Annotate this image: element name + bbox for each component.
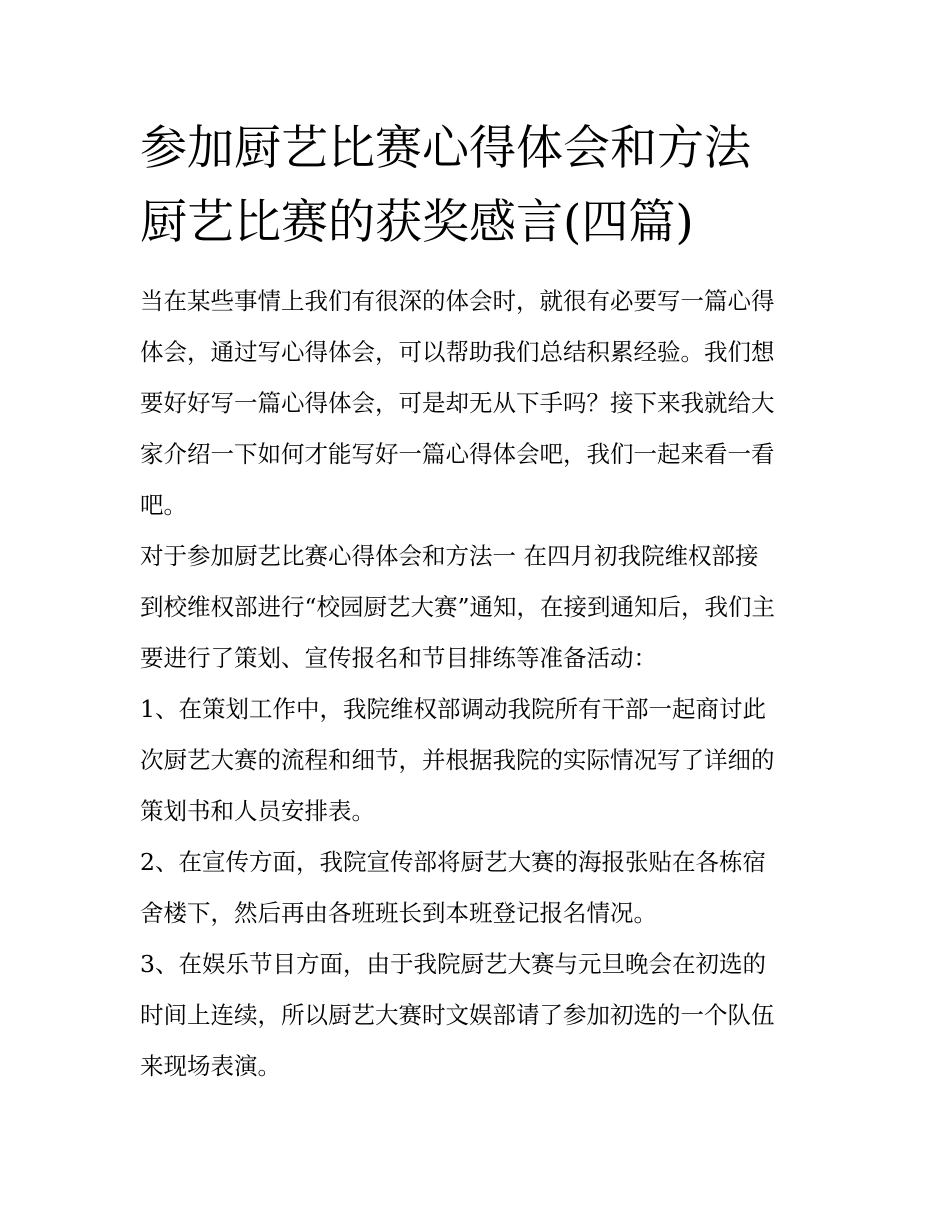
body-line-1: 当在某些事情上我们有很深的体会时，就很有必要写一篇心得 <box>140 287 775 315</box>
body-line-12: 2、在宣传方面，我院宣传部将厨艺大赛的海报张贴在各栋宿 <box>140 848 766 876</box>
body-line-10: 次厨艺大赛的流程和细节，并根据我院的实际情况写了详细的 <box>140 746 775 774</box>
title-line-2: 厨艺比赛的获奖感言(四篇) <box>140 195 694 250</box>
body-line-9: 1、在策划工作中，我院维权部调动我院所有干部一起商讨此 <box>140 695 766 723</box>
body-line-14: 3、在娱乐节目方面，由于我院厨艺大赛与元旦晚会在初选的 <box>140 950 766 978</box>
body-line-15: 时间上连续，所以厨艺大赛时文娱部请了参加初选的一个队伍 <box>140 1001 775 1029</box>
body-line-4: 家介绍一下如何才能写好一篇心得体会吧，我们一起来看一看 <box>140 440 775 468</box>
body-line-3: 要好好写一篇心得体会，可是却无从下手吗？接下来我就给大 <box>140 389 775 417</box>
body-line-16: 来现场表演。 <box>140 1052 281 1080</box>
body-line-13: 舍楼下，然后再由各班班长到本班登记报名情况。 <box>140 899 657 927</box>
body-line-2: 体会，通过写心得体会，可以帮助我们总结积累经验。我们想 <box>140 338 775 366</box>
body-line-8: 要进行了策划、宣传报名和节目排练等准备活动： <box>140 644 657 672</box>
document-body <box>140 276 820 1092</box>
body-line-7: 到校维权部进行“校园厨艺大赛”通知，在接到通知后，我们主 <box>140 593 776 621</box>
document-title <box>140 112 840 260</box>
body-line-5: 吧。 <box>140 491 187 519</box>
body-line-6: 对于参加厨艺比赛心得体会和方法一 在四月初我院维权部接 <box>140 542 759 570</box>
body-line-11: 策划书和人员安排表。 <box>140 797 375 825</box>
title-line-1: 参加厨艺比赛心得体会和方法 <box>140 121 751 176</box>
